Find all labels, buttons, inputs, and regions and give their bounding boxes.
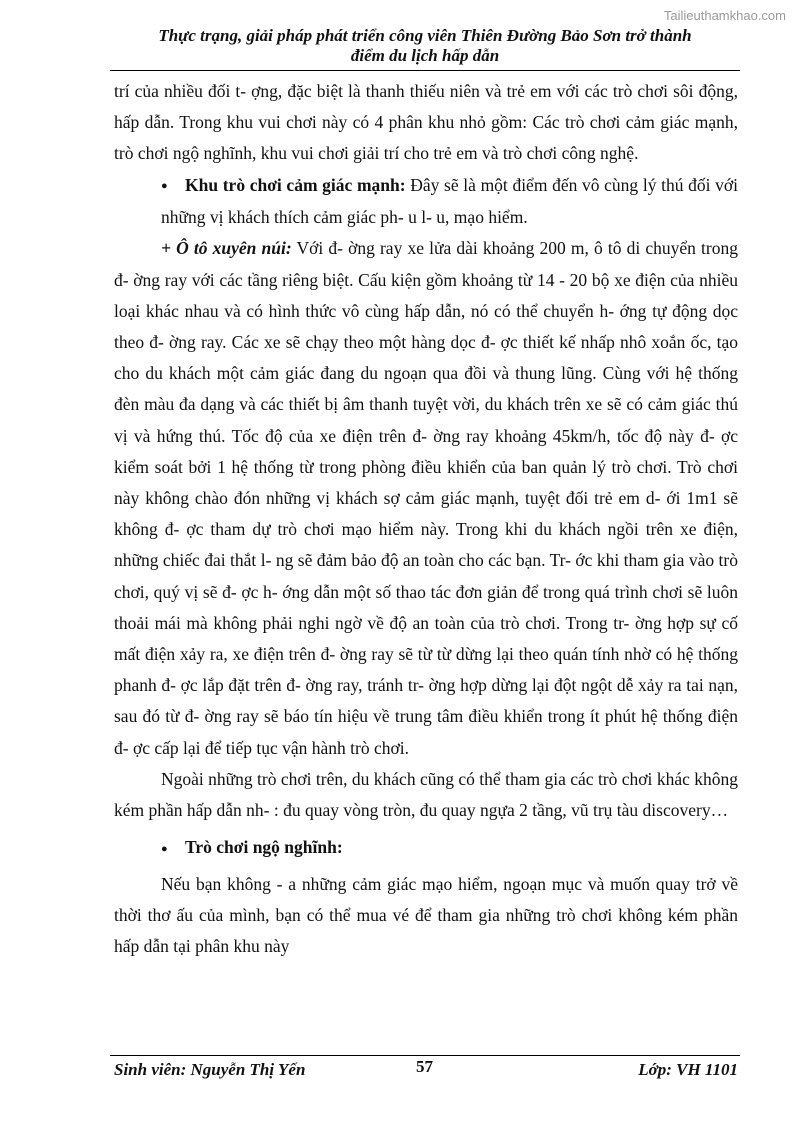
footer-divider	[110, 1055, 740, 1056]
footer-class: Lớp: VH 1101	[638, 1060, 738, 1079]
paragraph-funny-games: Nếu bạn không - a những cảm giác mạo hiểm, ngoạn mục và muốn quay trở về thời thơ ấu của mình, bạn có thể mua vé để tham gia những trò chơi không kém phần hấp dẫn tại phân khu này	[114, 873, 738, 957]
bullet-item-thrill-rides	[114, 170, 738, 234]
paragraph-title: + Ô tô xuyên núi:	[161, 238, 292, 259]
paragraph-text: Với đ- ờng ray xe lửa dài khoảng 200 m, ô tô di chuyển trong đ- ờng ray với các tầng riêng biệt. Cấu kiện gồm khoảng từ 14 - 20 bộ xe điện của nhiều loại khác nhau và có hình thức vô cùng hấp dẫn, nó có thể chuyển h- ớng tự động dọc theo đ- ờng ray. Các xe sẽ chạy theo một hàng dọc đ- ợc thiết kế nhấp nhô xoắn ốc, tạo cho du khách một cảm giác đang du ngoạn qua đồi và thung lũng. Cùng với hệ thống đèn màu đa dạng và các thiết bị âm thanh tuyệt vời, du khách trên xe sẽ có cảm giác thú vị và hứng thú. Tốc độ của xe điện trên đ- ờng ray khoảng 45km/h, tốc độ này đ- ợc kiểm soát bởi 1 hệ thống từ trong phòng điều khiển của ban quản lý trò chơi. Trò chơi này không chào đón những vị khách sợ cảm giác mạnh, tuyệt đối trẻ em d- ới 1m1 sẽ không đ- ợc tham dự trò chơi mạo hiểm này. Trong khi du khách ngồi trên xe điện, những chiếc đai thắt l- ng sẽ đảm bảo độ an toàn cho các bạn. Tr- ớc khi tham gia vào trò chơi, quý vị sẽ đ- ợc h- ớng dẫn một số thao tác đơn giản để trong quá trình chơi sẽ luôn thoải mái mà không phải nghi ngờ về độ an toàn của trò chơi. Trong tr- ờng hợp sự cố mất điện xảy ra, xe điện trên đ- ờng ray sẽ từ từ dừng lại theo quán tính nhờ có hệ thống phanh đ- ợc lắp đặt trên đ- ờng ray, tránh tr- ờng hợp dừng lại đột ngột dễ xảy ra tai nạn, sau đó từ đ- ờng ray sẽ báo tín hiệu về trung tâm điều khiển trong ít phút hệ thống điện đ- ợc cấp lại để tiếp tục vận hành trò chơi.	[114, 238, 738, 758]
page-number: 57	[416, 1057, 433, 1076]
header-title-line2: điểm du lịch hấp dẫn	[350, 46, 500, 65]
bullet-title: Khu trò chơi cảm giác mạnh:	[185, 174, 406, 195]
footer-student: Sinh viên: Nguyễn Thị Yến	[114, 1060, 306, 1079]
page-header	[110, 26, 740, 66]
header-divider	[110, 70, 740, 71]
header-title-line1: Thực trạng, giải pháp phát triển công viên Thiên Đường Bảo Sơn trở thành	[158, 26, 692, 45]
bullet-text: Đây sẽ là một điểm đến vô cùng lý thú đối với những vị khách thích cảm giác ph- u l- u, mạo hiểm.	[161, 174, 738, 228]
paragraph-mountain-car	[114, 233, 738, 763]
watermark: Tailieuthamkhao.com	[663, 8, 786, 23]
bullet-title: Trò chơi ngộ nghĩnh:	[185, 837, 343, 858]
bullet-item-funny-games	[114, 832, 738, 865]
bullet-icon: ●	[161, 842, 168, 855]
paragraph-other-rides: Ngoài những trò chơi trên, du khách cũng có thể tham gia các trò chơi khác không kém phần hấp dẫn nh- : đu quay vòng tròn, đu quay ngựa 2 tầng, vũ trụ tàu discovery…	[114, 768, 738, 821]
bullet-icon: ●	[161, 179, 168, 192]
document-body	[114, 76, 738, 962]
paragraph-intro: trí của nhiều đối t- ợng, đặc biệt là thanh thiếu niên và trẻ em với các trò chơi sôi động, hấp dẫn. Trong khu vui chơi này có 4 phân khu nhỏ gồm: Các trò chơi cảm giác mạnh, trò chơi ngộ nghĩnh, khu vui chơi giải trí cho trẻ em và trò chơi công nghệ.	[114, 81, 738, 164]
